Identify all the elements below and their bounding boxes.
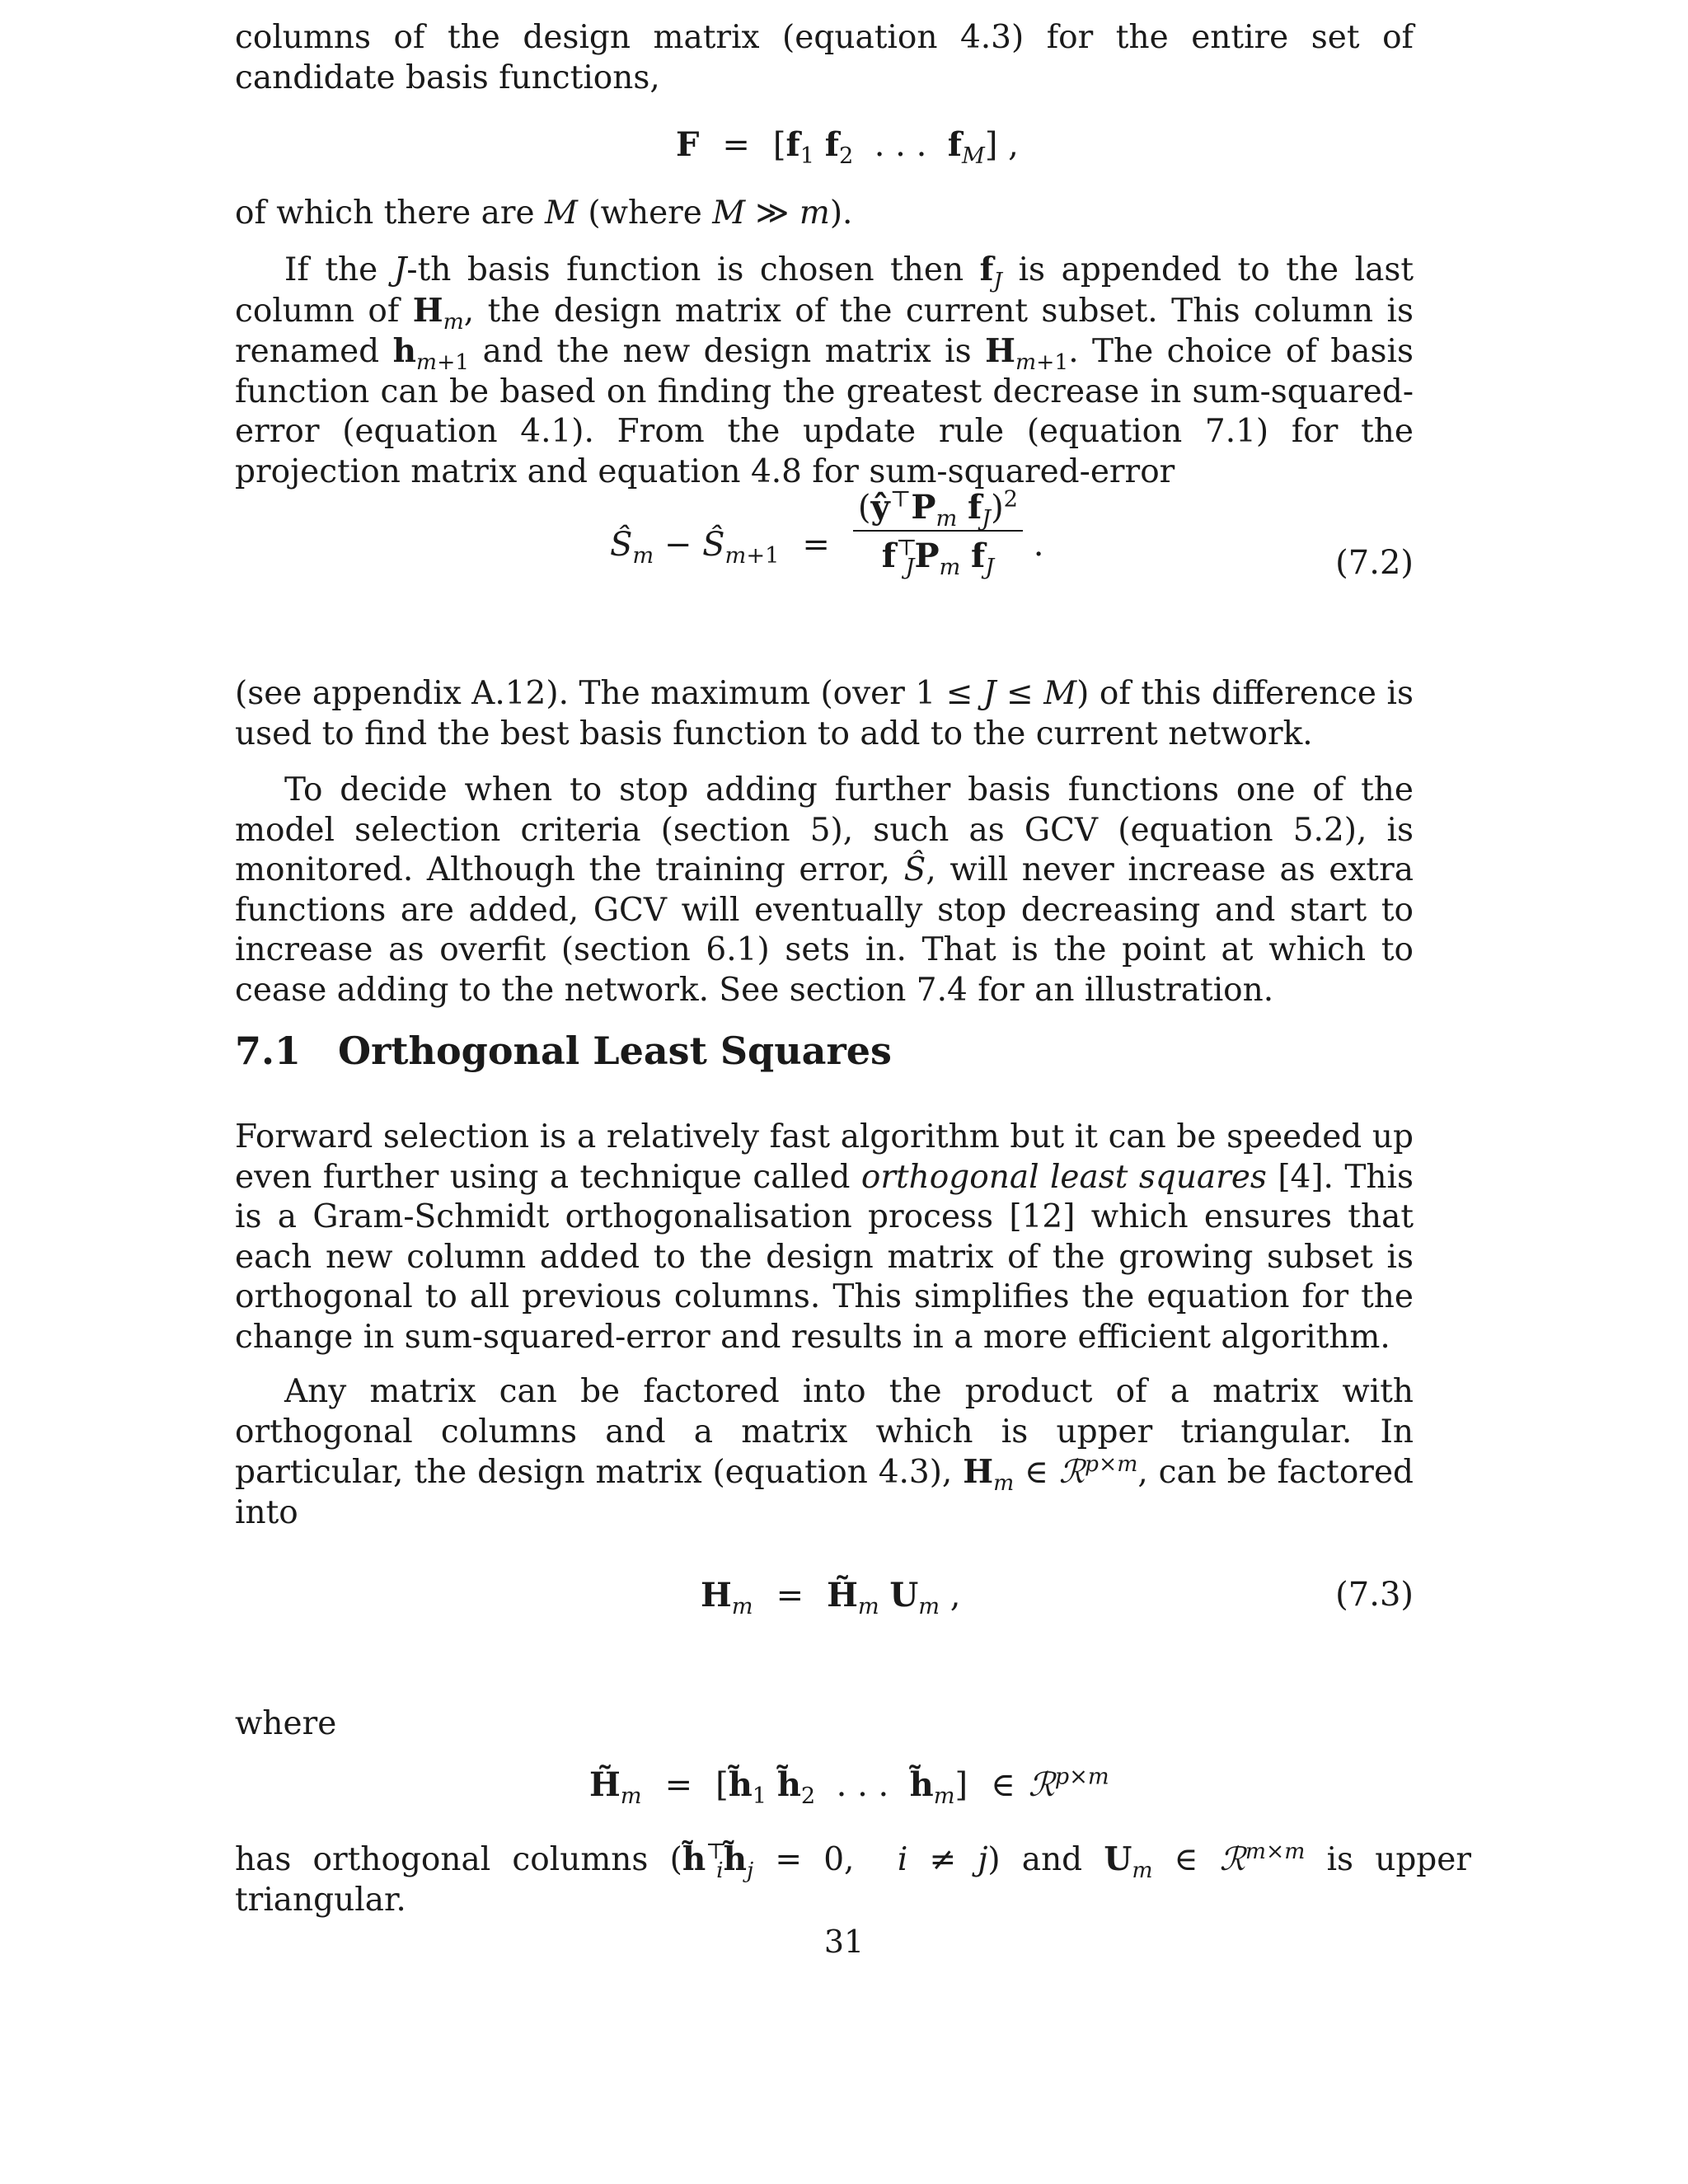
equation-number-7-2: (7.2): [1335, 544, 1414, 582]
paragraph-where: where: [235, 1705, 337, 1742]
paragraph-maximum: (see appendix A.12). The maximum (over 1 ≤ J ≤ M) of this difference is used to find the best basis function to add to the current network.: [235, 675, 1414, 752]
paragraph-orthogonal-columns: has orthogonal columns ($h̃^⊤_ih̃_j = 0$, i ≠ j) and $U_m$ ∈ ℛ$^{m\times m}$ is upper triangular.: [235, 1839, 1471, 1919]
paragraph-choose-basis: If the J-th basis function is chosen then $f_J$ is appended to the last column of $H_m$, the design matrix of the current subset. This column is renamed $h_{m+1}$ and the new design matrix is $H_{m+1}$. The choice of basis function can be based on finding the greatest decrease in sum-squared-error (equation 4.1). From the update rule (equation 7.1) for the projection matrix and equation 4.8 for sum-squared-error: [235, 251, 1414, 490]
paper-page: columns of the design matrix (equation 4.3) for the entire set of candidate basis functions, $F = [f_1$ $f_2$ . . . $f_M$] , of which there are M (where M ≫ m). If the J-th basis function is chosen then $f_J$ is appended to the last column of $H_m$, the design matrix of the current subset. This column is renamed $h_{m+1}$ and the new design matrix is $H_{m+1}$. The choice of basis function can be based on finding the greatest decrease in sum-squared-error (equation 4.1). From the update rule (equation 7.1) for the projection matrix and equation 4.8 for sum-squared-error $Ŝ_m$ − $Ŝ_{m+1}$ = $\frac{(ŷ^⊤P_m f_J)^2}{f^⊤_JP_m f_J}$ . (7.2) (see appendix A.12). The maximum (over 1 ≤ J ≤ M) of this difference is used to find the best basis function to add to the current network. To decide when to stop adding further basis functions one of the model selection criteria (section 5), such as GCV (equation 5.2), is monitored. Although the training error, Ŝ, will never increase as extra functions are added, GCV will eventually stop decreasing and start to increase as overfit (section 6.1) sets in. That is the point at which to cease adding to the network. See section 7.4 for an illustration. 7.1 Orthogonal Least Squares Forward selection is a relatively fast algorithm but it can be speeded up even further using a technique called orthogonal least squares [4]. This is a Gram-Schmidt orthogonalisation process [12] which ensures that each new column added to the design matrix of the growing subset is orthogonal to all previous columns. This simplifies the equation for the change in sum-squared-error and results in a more efficient algorithm. Any matrix can be factored into the product of a matrix with orthogonal columns and a matrix which is upper triangular. In particular, the design matrix (equation 4.3), $H_m$ ∈ ℛ$^{p\times m}$, can be factored into $H_m$ = $H̃_m$ $U_m$ , (7.3) where $H̃_m$ = [$h̃_1$ $h̃_2$ . . . $h̃_m$] ∈ ℛ$^{p\times m}$ has orthogonal columns ($h̃^⊤_ih̃_j = 0$, i ≠ j) and $U_m$ ∈ ℛ$^{m\times m}$ is upper triangular. 31: [0, 0, 1688, 2184]
equation-number-7-3: (7.3): [1335, 1576, 1414, 1614]
section-heading: [235, 1029, 892, 1073]
paragraph-M-count: of which there are M (where M ≫ m).: [235, 194, 853, 232]
section-number: 7.1: [235, 1029, 302, 1073]
page-number: 31: [823, 1924, 865, 1960]
paragraph-stopping-criteria: To decide when to stop adding further basis functions one of the model selection criteria (section 5), such as GCV (equation 5.2), is monitored. Although the training error, Ŝ, will never increase as extra functions are added, GCV will eventually stop decreasing and start to increase as overfit (section 6.1) sets in. That is the point at which to cease adding to the network. See section 7.4 for an illustration.: [235, 771, 1414, 1009]
paragraph-factorisation: Any matrix can be factored into the product of a matrix with orthogonal columns and a matrix which is upper triangular. In particular, the design matrix (equation 4.3), $H_m$ ∈ ℛ$^{p\times m}$, can be factored into: [235, 1373, 1414, 1531]
paragraph-candidate-basis: columns of the design matrix (equation 4.3) for the entire set of candidate basis functions,: [235, 19, 1414, 96]
paragraph-forward-selection: Forward selection is a relatively fast algorithm but it can be speeded up even further using a technique called orthogonal least squares [4]. This is a Gram-Schmidt orthogonalisation process [12] which ensures that each new column added to the design matrix of the growing subset is orthogonal to all previous columns. This simplifies the equation for the change in sum-squared-error and results in a more efficient algorithm.: [235, 1118, 1414, 1356]
section-title: Orthogonal Least Squares: [338, 1029, 892, 1073]
emphasis-orthogonal-least-squares: orthogonal least squares: [860, 1158, 1267, 1196]
